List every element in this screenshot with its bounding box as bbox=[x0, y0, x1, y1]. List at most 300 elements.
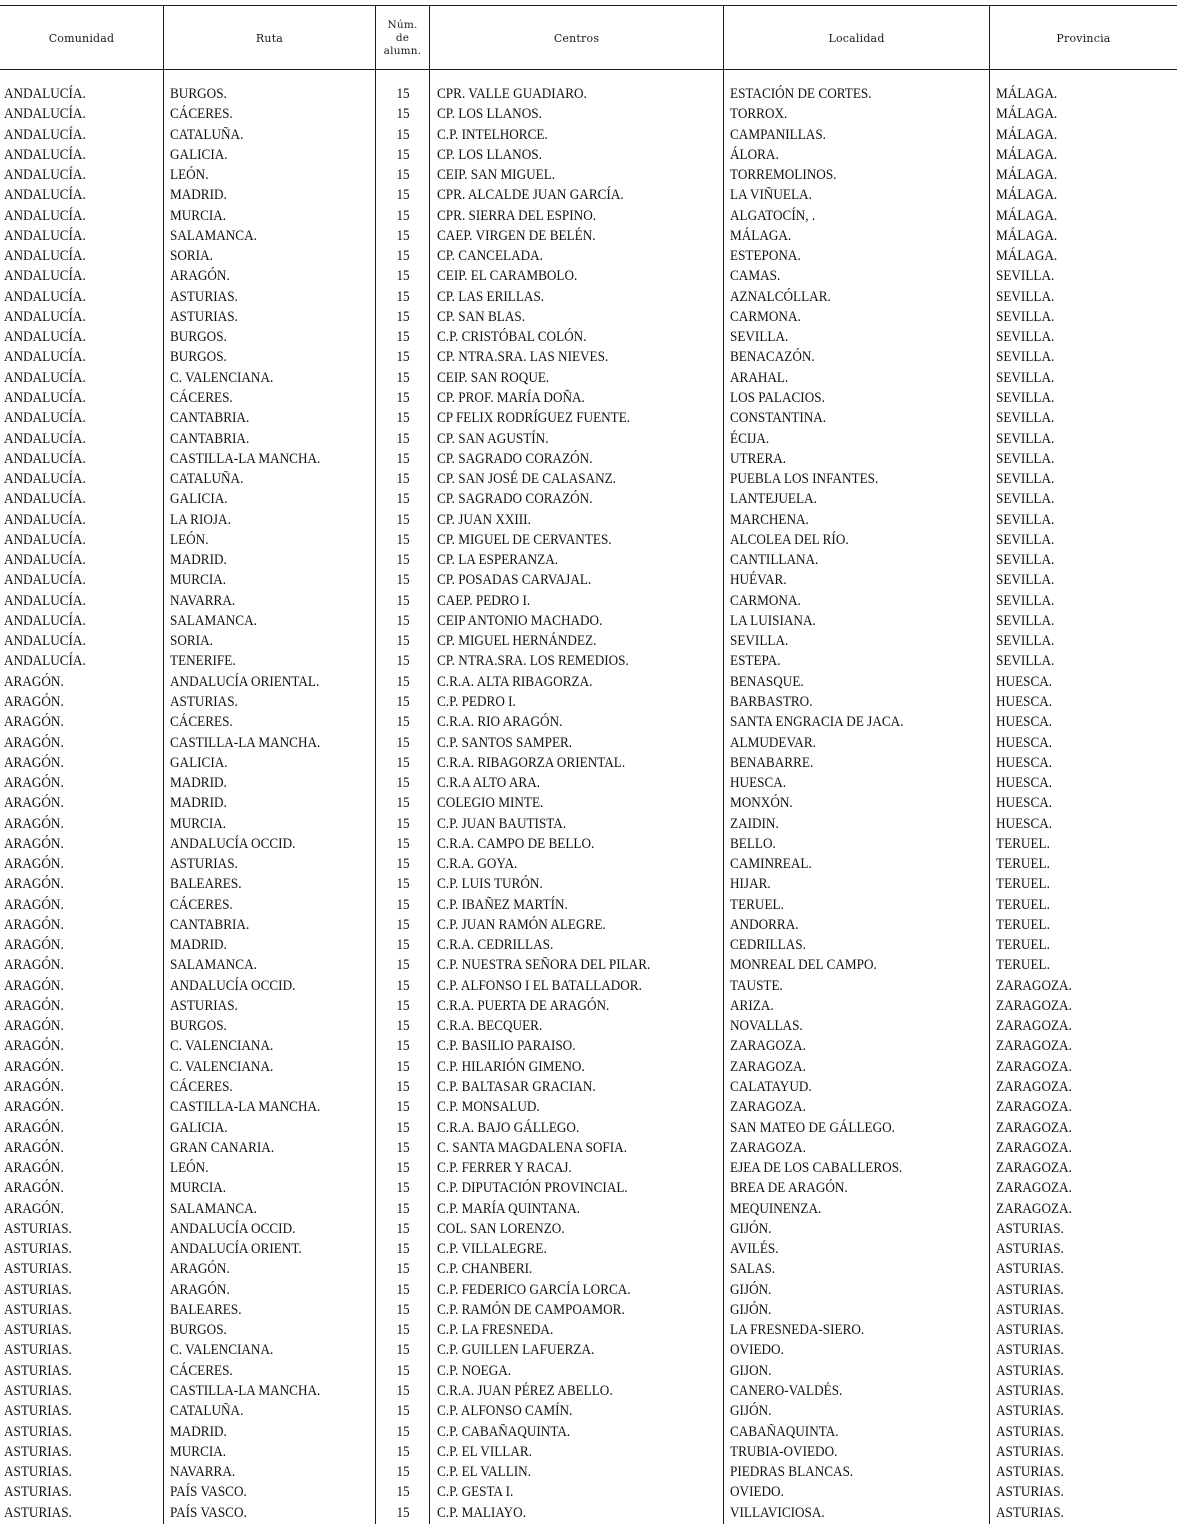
cell-provincia: ASTURIAS. bbox=[996, 1261, 1064, 1278]
cell-provincia: TERUEL. bbox=[996, 937, 1050, 954]
cell-localidad: SEVILLA. bbox=[730, 633, 789, 650]
cell-centro: CPR. ALCALDE JUAN GARCÍA. bbox=[437, 187, 624, 204]
cell-centro: CP. NTRA.SRA. LAS NIEVES. bbox=[437, 349, 609, 366]
cell-comunidad: ARAGÓN. bbox=[4, 815, 64, 832]
cell-localidad: CARMONA. bbox=[730, 308, 801, 325]
cell-num-alumnos: 15 bbox=[396, 835, 410, 852]
cell-comunidad: ANDALUCÍA. bbox=[4, 531, 86, 548]
cell-provincia: SEVILLA. bbox=[996, 450, 1055, 467]
cell-centro: CP. NTRA.SRA. LOS REMEDIOS. bbox=[437, 653, 629, 670]
cell-ruta: ANDALUCÍA OCCID. bbox=[170, 835, 296, 852]
cell-num-alumnos: 15 bbox=[396, 856, 410, 873]
cell-localidad: CAMINREAL. bbox=[730, 856, 812, 873]
cell-num-alumnos: 15 bbox=[396, 1241, 410, 1258]
cell-ruta: C. VALENCIANA. bbox=[170, 1058, 274, 1075]
cell-provincia: MÁLAGA. bbox=[996, 227, 1058, 244]
cell-num-alumnos: 15 bbox=[396, 876, 410, 893]
cell-localidad: ALMUDEVAR. bbox=[730, 734, 816, 751]
cell-centro: C.P. FERRER Y RACAJ. bbox=[437, 1160, 572, 1177]
cell-provincia: HUESCA. bbox=[996, 795, 1053, 812]
cell-provincia: ZARAGOZA. bbox=[996, 1079, 1072, 1096]
cell-centro: CP. PROF. MARÍA DOÑA. bbox=[437, 389, 585, 406]
cell-provincia: TERUEL. bbox=[996, 896, 1050, 913]
cell-centro: C.P. ALFONSO CAMÍN. bbox=[437, 1403, 573, 1420]
cell-ruta: ARAGÓN. bbox=[170, 268, 230, 285]
table-row bbox=[0, 591, 1180, 611]
cell-comunidad: ARAGÓN. bbox=[4, 693, 64, 710]
cell-provincia: SEVILLA. bbox=[996, 531, 1055, 548]
cell-ruta: ANDALUCÍA OCCID. bbox=[170, 1220, 296, 1237]
table-row bbox=[0, 510, 1180, 530]
cell-comunidad: ANDALUCÍA. bbox=[4, 612, 86, 629]
cell-localidad: LA VIÑUELA. bbox=[730, 187, 812, 204]
cell-num-alumnos: 15 bbox=[396, 146, 410, 163]
cell-comunidad: ASTURIAS. bbox=[4, 1504, 72, 1521]
cell-provincia: HUESCA. bbox=[996, 815, 1053, 832]
cell-num-alumnos: 15 bbox=[396, 1038, 410, 1055]
cell-centro: COLEGIO MINTE. bbox=[437, 795, 544, 812]
cell-num-alumnos: 15 bbox=[396, 1119, 410, 1136]
cell-centro: C.P. GUILLEN LAFUERZA. bbox=[437, 1342, 595, 1359]
cell-comunidad: ANDALUCÍA. bbox=[4, 633, 86, 650]
cell-comunidad: ASTURIAS. bbox=[4, 1281, 72, 1298]
cell-comunidad: ARAGÓN. bbox=[4, 1180, 64, 1197]
cell-localidad: TAUSTE. bbox=[730, 977, 783, 994]
cell-num-alumnos: 15 bbox=[396, 1220, 410, 1237]
table-row bbox=[0, 246, 1180, 266]
cell-num-alumnos: 15 bbox=[396, 612, 410, 629]
cell-localidad: SANTA ENGRACIA DE JACA. bbox=[730, 714, 904, 731]
cell-comunidad: ANDALUCÍA. bbox=[4, 450, 86, 467]
table-row bbox=[0, 1462, 1180, 1482]
cell-provincia: ASTURIAS. bbox=[996, 1403, 1064, 1420]
cell-ruta: CANTABRIA. bbox=[170, 410, 250, 427]
cell-provincia: HUESCA. bbox=[996, 714, 1053, 731]
cell-centro: CP. SAN JOSÉ DE CALASANZ. bbox=[437, 471, 616, 488]
cell-ruta: CATALUÑA. bbox=[170, 126, 244, 143]
cell-ruta: CANTABRIA. bbox=[170, 916, 250, 933]
cell-ruta: NAVARRA. bbox=[170, 592, 236, 609]
cell-comunidad: ANDALUCÍA. bbox=[4, 329, 86, 346]
table-row bbox=[0, 651, 1180, 671]
cell-comunidad: ARAGÓN. bbox=[4, 1058, 64, 1075]
cell-ruta: SORIA. bbox=[170, 248, 213, 265]
table-row bbox=[0, 1259, 1180, 1279]
cell-comunidad: ARAGÓN. bbox=[4, 916, 64, 933]
cell-comunidad: ARAGÓN. bbox=[4, 1160, 64, 1177]
cell-comunidad: ANDALUCÍA. bbox=[4, 207, 86, 224]
cell-centro: C.P. DIPUTACIÓN PROVINCIAL. bbox=[437, 1180, 628, 1197]
cell-comunidad: ANDALUCÍA. bbox=[4, 167, 86, 184]
cell-ruta: SALAMANCA. bbox=[170, 227, 257, 244]
table-row bbox=[0, 611, 1180, 631]
cell-ruta: CÁCERES. bbox=[170, 1362, 233, 1379]
cell-localidad: ARAHAL. bbox=[730, 369, 789, 386]
cell-num-alumnos: 15 bbox=[396, 896, 410, 913]
table-row bbox=[0, 1057, 1180, 1077]
table-row bbox=[0, 84, 1180, 104]
cell-comunidad: ANDALUCÍA. bbox=[4, 187, 86, 204]
cell-ruta: GALICIA. bbox=[170, 146, 228, 163]
cell-centro: CP. SAN AGUSTÍN. bbox=[437, 430, 549, 447]
cell-localidad: ESTEPONA. bbox=[730, 248, 801, 265]
cell-provincia: ASTURIAS. bbox=[996, 1241, 1064, 1258]
cell-comunidad: ANDALUCÍA. bbox=[4, 592, 86, 609]
table-row bbox=[0, 793, 1180, 813]
cell-provincia: ZARAGOZA. bbox=[996, 1018, 1072, 1035]
cell-ruta: MURCIA. bbox=[170, 207, 227, 224]
cell-provincia: ASTURIAS. bbox=[996, 1464, 1064, 1481]
cell-centro: CP. LOS LLANOS. bbox=[437, 106, 542, 123]
cell-centro: C.P. CABAÑAQUINTA. bbox=[437, 1423, 571, 1440]
cell-num-alumnos: 15 bbox=[396, 1200, 410, 1217]
cell-localidad: GIJÓN. bbox=[730, 1403, 772, 1420]
cell-ruta: CÁCERES. bbox=[170, 389, 233, 406]
cell-centro: COL. SAN LORENZO. bbox=[437, 1220, 565, 1237]
cell-localidad: PIEDRAS BLANCAS. bbox=[730, 1464, 854, 1481]
cell-ruta: GALICIA. bbox=[170, 491, 228, 508]
cell-ruta: BURGOS. bbox=[170, 329, 227, 346]
cell-comunidad: ASTURIAS. bbox=[4, 1301, 72, 1318]
cell-localidad: ESTACIÓN DE CORTES. bbox=[730, 86, 872, 102]
cell-num-alumnos: 15 bbox=[396, 693, 410, 710]
cell-ruta: CANTABRIA. bbox=[170, 430, 250, 447]
table-row bbox=[0, 1361, 1180, 1381]
cell-localidad: ÉCIJA. bbox=[730, 430, 770, 447]
cell-num-alumnos: 15 bbox=[396, 86, 410, 102]
cell-num-alumnos: 15 bbox=[396, 450, 410, 467]
cell-comunidad: ASTURIAS. bbox=[4, 1403, 72, 1420]
cell-centro: C.R.A ALTO ARA. bbox=[437, 775, 541, 792]
cell-provincia: HUESCA. bbox=[996, 775, 1053, 792]
header-localidad: Localidad bbox=[828, 31, 885, 45]
cell-localidad: MONREAL DEL CAMPO. bbox=[730, 957, 877, 974]
table-row bbox=[0, 266, 1180, 286]
cell-comunidad: ANDALUCÍA. bbox=[4, 389, 86, 406]
cell-ruta: GALICIA. bbox=[170, 754, 228, 771]
cell-num-alumnos: 15 bbox=[396, 126, 410, 143]
cell-comunidad: ARAGÓN. bbox=[4, 734, 64, 751]
cell-localidad: BARBASTRO. bbox=[730, 693, 813, 710]
cell-provincia: SEVILLA. bbox=[996, 308, 1055, 325]
cell-ruta: GALICIA. bbox=[170, 1119, 228, 1136]
cell-localidad: VILLAVICIOSA. bbox=[730, 1504, 825, 1521]
cell-ruta: MURCIA. bbox=[170, 1180, 227, 1197]
cell-centro: CAEP. PEDRO I. bbox=[437, 592, 531, 609]
cell-provincia: HUESCA. bbox=[996, 693, 1053, 710]
cell-localidad: UTRERA. bbox=[730, 450, 787, 467]
cell-localidad: GIJON. bbox=[730, 1362, 772, 1379]
table-row bbox=[0, 145, 1180, 165]
cell-provincia: SEVILLA. bbox=[996, 349, 1055, 366]
cell-ruta: ARAGÓN. bbox=[170, 1261, 230, 1278]
cell-localidad: PUEBLA LOS INFANTES. bbox=[730, 471, 879, 488]
cell-centro: CP. JUAN XXIII. bbox=[437, 511, 531, 528]
cell-centro: C.P. NOEGA. bbox=[437, 1362, 512, 1379]
cell-centro: CP. LAS ERILLAS. bbox=[437, 288, 545, 305]
table-row bbox=[0, 1422, 1180, 1442]
cell-provincia: ASTURIAS. bbox=[996, 1281, 1064, 1298]
table-row bbox=[0, 1381, 1180, 1401]
header-num-line: alumn. bbox=[383, 44, 422, 57]
cell-comunidad: ASTURIAS. bbox=[4, 1383, 72, 1399]
cell-localidad: HUÉVAR. bbox=[730, 572, 787, 589]
cell-centro: C.P. EL VILLAR. bbox=[437, 1443, 532, 1460]
table-row bbox=[0, 1503, 1180, 1523]
cell-provincia: HUESCA. bbox=[996, 673, 1053, 690]
cell-ruta: MURCIA. bbox=[170, 572, 227, 589]
cell-num-alumnos: 15 bbox=[396, 552, 410, 569]
cell-ruta: PAÍS VASCO. bbox=[170, 1504, 247, 1521]
cell-centro: C.R.A. JUAN PÉREZ ABELLO. bbox=[437, 1383, 613, 1399]
cell-centro: CP. MIGUEL HERNÁNDEZ. bbox=[437, 633, 597, 650]
table-row bbox=[0, 185, 1180, 205]
cell-ruta: ASTURIAS. bbox=[170, 997, 238, 1014]
table-row bbox=[0, 895, 1180, 915]
cell-comunidad: ASTURIAS. bbox=[4, 1220, 72, 1237]
cell-localidad: GIJÓN. bbox=[730, 1220, 772, 1237]
cell-centro: C.P. BASILIO PARAISO. bbox=[437, 1038, 576, 1055]
cell-centro: C.R.A. BAJO GÁLLEGO. bbox=[437, 1119, 580, 1136]
cell-localidad: GIJÓN. bbox=[730, 1301, 772, 1318]
cell-ruta: MURCIA. bbox=[170, 1443, 227, 1460]
cell-comunidad: ARAGÓN. bbox=[4, 1200, 64, 1217]
cell-provincia: SEVILLA. bbox=[996, 511, 1055, 528]
table-row bbox=[0, 773, 1180, 793]
cell-provincia: TERUEL. bbox=[996, 957, 1050, 974]
cell-num-alumnos: 15 bbox=[396, 1322, 410, 1339]
cell-num-alumnos: 15 bbox=[396, 471, 410, 488]
cell-ruta: SORIA. bbox=[170, 633, 213, 650]
cell-comunidad: ANDALUCÍA. bbox=[4, 227, 86, 244]
cell-localidad: BENACAZÓN. bbox=[730, 349, 815, 366]
cell-localidad: ZARAGOZA. bbox=[730, 1139, 806, 1156]
table-row bbox=[0, 104, 1180, 124]
cell-provincia: ASTURIAS. bbox=[996, 1484, 1064, 1501]
cell-ruta: BALEARES. bbox=[170, 1301, 242, 1318]
cell-localidad: BENASQUE. bbox=[730, 673, 804, 690]
cell-centro: C.P. RAMÓN DE CAMPOAMOR. bbox=[437, 1301, 625, 1318]
cell-provincia: SEVILLA. bbox=[996, 410, 1055, 427]
cell-centro: C.P. NUESTRA SEÑORA DEL PILAR. bbox=[437, 957, 651, 974]
cell-num-alumnos: 15 bbox=[396, 997, 410, 1014]
cell-localidad: ÁLORA. bbox=[730, 146, 779, 163]
cell-centro: CP FELIX RODRÍGUEZ FUENTE. bbox=[437, 410, 631, 427]
cell-provincia: SEVILLA. bbox=[996, 288, 1055, 305]
table-row bbox=[0, 1280, 1180, 1300]
cell-ruta: LEÓN. bbox=[170, 1160, 209, 1177]
cell-comunidad: ARAGÓN. bbox=[4, 1139, 64, 1156]
cell-centro: C.R.A. BECQUER. bbox=[437, 1018, 543, 1035]
table-row bbox=[0, 307, 1180, 327]
cell-provincia: SEVILLA. bbox=[996, 268, 1055, 285]
table-row bbox=[0, 672, 1180, 692]
table-row bbox=[0, 631, 1180, 651]
cell-comunidad: ASTURIAS. bbox=[4, 1322, 72, 1339]
cell-num-alumnos: 15 bbox=[396, 1484, 410, 1501]
table-row bbox=[0, 1118, 1180, 1138]
cell-provincia: ZARAGOZA. bbox=[996, 997, 1072, 1014]
cell-localidad: LA FRESNEDA-SIERO. bbox=[730, 1322, 865, 1339]
table-row bbox=[0, 935, 1180, 955]
cell-comunidad: ANDALUCÍA. bbox=[4, 86, 86, 102]
table-row bbox=[0, 1077, 1180, 1097]
cell-provincia: ZARAGOZA. bbox=[996, 1058, 1072, 1075]
table-row bbox=[0, 550, 1180, 570]
cell-ruta: CASTILLA-LA MANCHA. bbox=[170, 1099, 321, 1116]
cell-num-alumnos: 15 bbox=[396, 329, 410, 346]
table-row bbox=[0, 489, 1180, 509]
cell-centro: C.P. ALFONSO I EL BATALLADOR. bbox=[437, 977, 642, 994]
cell-centro: C.R.A. GOYA. bbox=[437, 856, 518, 873]
cell-centro: C.R.A. ALTA RIBAGORZA. bbox=[437, 673, 593, 690]
cell-localidad: CONSTANTINA. bbox=[730, 410, 827, 427]
cell-num-alumnos: 15 bbox=[396, 1464, 410, 1481]
cell-localidad: TORROX. bbox=[730, 106, 788, 123]
cell-ruta: CASTILLA-LA MANCHA. bbox=[170, 1383, 321, 1399]
cell-centro: C.P. SANTOS SAMPER. bbox=[437, 734, 573, 751]
cell-centro: CPR. SIERRA DEL ESPINO. bbox=[437, 207, 597, 224]
cell-num-alumnos: 15 bbox=[396, 349, 410, 366]
cell-localidad: ARIZA. bbox=[730, 997, 774, 1014]
cell-num-alumnos: 15 bbox=[396, 1403, 410, 1420]
cell-num-alumnos: 15 bbox=[396, 775, 410, 792]
cell-provincia: MÁLAGA. bbox=[996, 86, 1058, 102]
cell-provincia: ZARAGOZA. bbox=[996, 977, 1072, 994]
cell-centro: CEIP. SAN MIGUEL. bbox=[437, 167, 556, 184]
table-row bbox=[0, 874, 1180, 894]
cell-num-alumnos: 15 bbox=[396, 673, 410, 690]
cell-comunidad: ANDALUCÍA. bbox=[4, 491, 86, 508]
cell-provincia: SEVILLA. bbox=[996, 471, 1055, 488]
cell-comunidad: ANDALUCÍA. bbox=[4, 653, 86, 670]
cell-num-alumnos: 15 bbox=[396, 1281, 410, 1298]
cell-localidad: AZNALCÓLLAR. bbox=[730, 288, 831, 305]
cell-provincia: TERUEL. bbox=[996, 916, 1050, 933]
table-row bbox=[0, 125, 1180, 145]
cell-provincia: ASTURIAS. bbox=[996, 1423, 1064, 1440]
cell-provincia: MÁLAGA. bbox=[996, 146, 1058, 163]
cell-localidad: CEDRILLAS. bbox=[730, 937, 806, 954]
cell-centro: C.P. BALTASAR GRACIAN. bbox=[437, 1079, 596, 1096]
cell-localidad: ALGATOCÍN, . bbox=[730, 207, 816, 224]
header-centros: Centros bbox=[553, 31, 600, 45]
cell-localidad: CABAÑAQUINTA. bbox=[730, 1423, 839, 1440]
table-row bbox=[0, 834, 1180, 854]
cell-ruta: ARAGÓN. bbox=[170, 1281, 230, 1298]
cell-ruta: MADRID. bbox=[170, 187, 227, 204]
cell-comunidad: ARAGÓN. bbox=[4, 937, 64, 954]
cell-num-alumnos: 15 bbox=[396, 957, 410, 974]
cell-comunidad: ANDALUCÍA. bbox=[4, 268, 86, 285]
cell-ruta: ANDALUCÍA ORIENT. bbox=[170, 1241, 302, 1258]
cell-comunidad: ARAGÓN. bbox=[4, 957, 64, 974]
cell-comunidad: ANDALUCÍA. bbox=[4, 430, 86, 447]
cell-centro: C.P. MARÍA QUINTANA. bbox=[437, 1200, 581, 1217]
table-row bbox=[0, 469, 1180, 489]
cell-centro: CP. LA ESPERANZA. bbox=[437, 552, 559, 569]
cell-localidad: MÁLAGA. bbox=[730, 227, 792, 244]
cell-comunidad: ASTURIAS. bbox=[4, 1443, 72, 1460]
cell-comunidad: ARAGÓN. bbox=[4, 876, 64, 893]
cell-ruta: CATALUÑA. bbox=[170, 1403, 244, 1420]
cell-comunidad: ANDALUCÍA. bbox=[4, 288, 86, 305]
cell-comunidad: ANDALUCÍA. bbox=[4, 126, 86, 143]
cell-ruta: CÁCERES. bbox=[170, 106, 233, 123]
cell-provincia: SEVILLA. bbox=[996, 491, 1055, 508]
table-row bbox=[0, 165, 1180, 185]
cell-num-alumnos: 15 bbox=[396, 268, 410, 285]
cell-comunidad: ANDALUCÍA. bbox=[4, 552, 86, 569]
cell-num-alumnos: 15 bbox=[396, 369, 410, 386]
table-row bbox=[0, 1016, 1180, 1036]
cell-provincia: ZARAGOZA. bbox=[996, 1200, 1072, 1217]
cell-num-alumnos: 15 bbox=[396, 207, 410, 224]
table-row bbox=[0, 1482, 1180, 1502]
cell-centro: CPR. VALLE GUADIARO. bbox=[437, 86, 587, 102]
cell-num-alumnos: 15 bbox=[396, 187, 410, 204]
cell-ruta: SALAMANCA. bbox=[170, 957, 257, 974]
cell-localidad: TRUBIA-OVIEDO. bbox=[730, 1443, 838, 1460]
cell-provincia: TERUEL. bbox=[996, 876, 1050, 893]
cell-ruta: MADRID. bbox=[170, 552, 227, 569]
cell-ruta: CÁCERES. bbox=[170, 1079, 233, 1096]
cell-centro: C. SANTA MAGDALENA SOFIA. bbox=[437, 1139, 627, 1156]
cell-centro: C.P. HILARIÓN GIMENO. bbox=[437, 1058, 585, 1075]
cell-localidad: CANERO-VALDÉS. bbox=[730, 1383, 843, 1399]
cell-localidad: ZARAGOZA. bbox=[730, 1038, 806, 1055]
cell-localidad: TERUEL. bbox=[730, 896, 784, 913]
cell-comunidad: ARAGÓN. bbox=[4, 775, 64, 792]
cell-localidad: CALATAYUD. bbox=[730, 1079, 812, 1096]
cell-num-alumnos: 15 bbox=[396, 714, 410, 731]
cell-centro: C.P. LA FRESNEDA. bbox=[437, 1322, 554, 1339]
cell-comunidad: ANDALUCÍA. bbox=[4, 349, 86, 366]
table-row bbox=[0, 287, 1180, 307]
cell-num-alumnos: 15 bbox=[396, 1301, 410, 1318]
cell-comunidad: ARAGÓN. bbox=[4, 997, 64, 1014]
cell-localidad: MONXÓN. bbox=[730, 795, 793, 812]
cell-num-alumnos: 15 bbox=[396, 754, 410, 771]
cell-ruta: LEÓN. bbox=[170, 167, 209, 184]
cell-num-alumnos: 15 bbox=[396, 653, 410, 670]
cell-provincia: ASTURIAS. bbox=[996, 1443, 1064, 1460]
cell-comunidad: ARAGÓN. bbox=[4, 714, 64, 731]
cell-provincia: SEVILLA. bbox=[996, 653, 1055, 670]
cell-localidad: CAMPANILLAS. bbox=[730, 126, 826, 143]
cell-comunidad: ARAGÓN. bbox=[4, 1079, 64, 1096]
cell-comunidad: ANDALUCÍA. bbox=[4, 572, 86, 589]
table-row bbox=[0, 449, 1180, 469]
cell-provincia: SEVILLA. bbox=[996, 389, 1055, 406]
cell-comunidad: ARAGÓN. bbox=[4, 1119, 64, 1136]
cell-centro: C.R.A. CEDRILLAS. bbox=[437, 937, 554, 954]
cell-provincia: HUESCA. bbox=[996, 754, 1053, 771]
table-row bbox=[0, 753, 1180, 773]
cell-provincia: SEVILLA. bbox=[996, 572, 1055, 589]
cell-ruta: CASTILLA-LA MANCHA. bbox=[170, 734, 321, 751]
cell-localidad: OVIEDO. bbox=[730, 1484, 784, 1501]
cell-centro: C.P. CRISTÓBAL COLÓN. bbox=[437, 329, 587, 346]
cell-provincia: SEVILLA. bbox=[996, 592, 1055, 609]
cell-ruta: BURGOS. bbox=[170, 349, 227, 366]
cell-num-alumnos: 15 bbox=[396, 106, 410, 123]
cell-localidad: ZARAGOZA. bbox=[730, 1099, 806, 1116]
header-ruta: Ruta bbox=[255, 31, 284, 45]
cell-localidad: CAMAS. bbox=[730, 268, 781, 285]
cell-comunidad: ARAGÓN. bbox=[4, 835, 64, 852]
cell-num-alumnos: 15 bbox=[396, 592, 410, 609]
